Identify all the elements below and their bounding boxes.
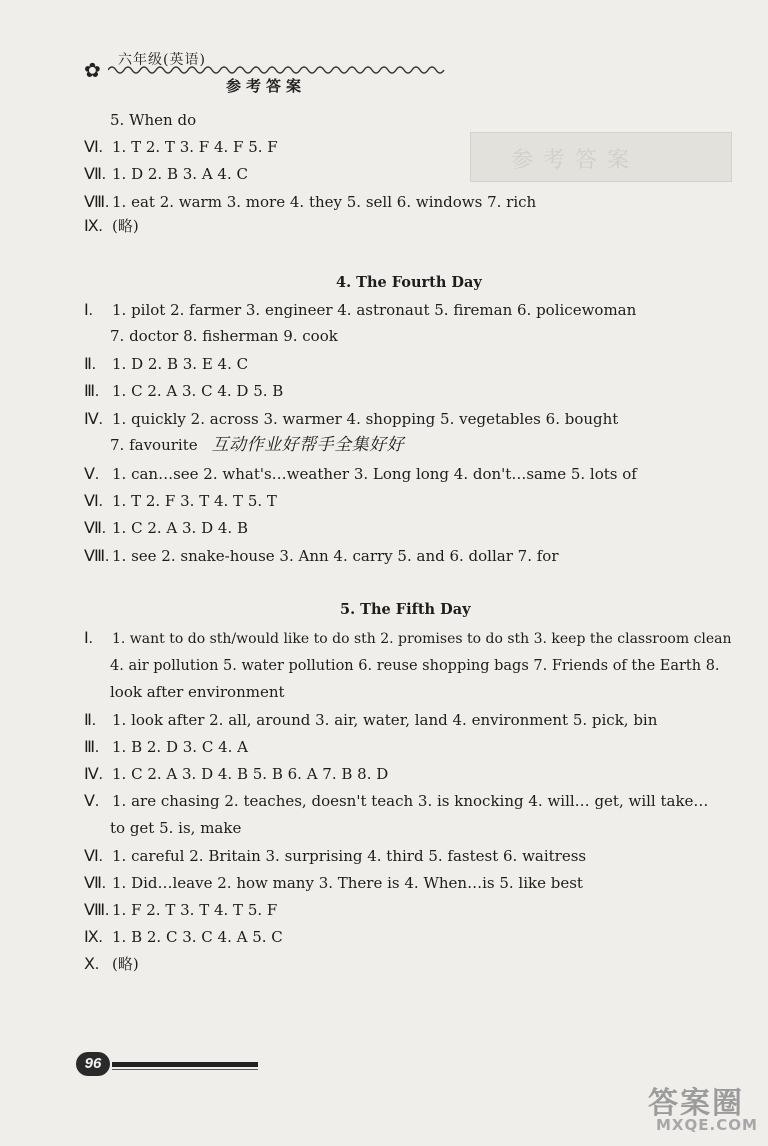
answer-text: 5. When do: [110, 111, 197, 129]
answer-text: (略): [112, 217, 139, 235]
answer-line: [110, 818, 241, 838]
section-title-5: 5. The Fifth Day: [340, 601, 471, 618]
answer-line: [84, 900, 277, 921]
roman-numeral: Ⅵ.: [84, 848, 103, 865]
page-title: 参考答案: [226, 77, 307, 95]
answer-line: [110, 682, 285, 702]
roman-numeral: Ⅱ.: [84, 356, 96, 373]
answer-line: [84, 216, 139, 237]
roman-numeral: Ⅳ.: [84, 766, 103, 783]
answer-text: 1. pilot 2. farmer 3. engineer 4. astronaut 5. fireman 6. policewoman: [112, 301, 637, 319]
answer-text: 1. T 2. T 3. F 4. F 5. F: [112, 138, 278, 156]
answer-text: 7. doctor 8. fisherman 9. cook: [110, 327, 338, 345]
answer-text: 1. F 2. T 3. T 4. T 5. F: [112, 901, 278, 919]
answer-line: [84, 791, 708, 812]
watermark-text: 答案圈: [648, 1086, 744, 1121]
answer-text: 1. see 2. snake-house 3. Ann 4. carry 5. and 6. dollar 7. for: [112, 547, 559, 565]
answer-text: 4. air pollution 5. water pollution 6. reuse shopping bags 7. Friends of the Earth 8.: [110, 658, 720, 674]
roman-numeral: Ⅷ.: [84, 902, 110, 919]
answer-text: look after environment: [110, 683, 285, 701]
footer-rule-thin: [112, 1069, 258, 1070]
answer-line: [84, 491, 277, 512]
answer-text: 1. T 2. F 3. T 4. T 5. T: [112, 492, 277, 510]
answer-text: 1. C 2. A 3. D 4. B: [112, 519, 248, 537]
roman-numeral: Ⅸ.: [84, 218, 103, 235]
answer-text: (略): [112, 955, 139, 973]
footer-rule: [112, 1062, 258, 1067]
answer-text: to get 5. is, make: [110, 819, 242, 837]
answer-line: [110, 326, 338, 346]
answer-line: [84, 737, 248, 758]
answer-line: [84, 954, 139, 975]
answer-line: [84, 409, 618, 430]
roman-numeral: Ⅷ.: [84, 548, 110, 565]
answer-line: [84, 464, 637, 485]
roman-numeral: Ⅰ.: [84, 302, 93, 319]
roman-numeral: Ⅷ.: [84, 194, 110, 211]
watermark-url: MXQE.COM: [656, 1116, 758, 1134]
answer-line: [84, 192, 536, 213]
bleed-through-box: 参考答案: [470, 132, 732, 182]
answer-line: [84, 764, 388, 785]
roman-numeral: Ⅴ.: [84, 466, 99, 483]
watermark-logo: [648, 1078, 760, 1138]
roman-numeral: Ⅶ.: [84, 520, 106, 537]
answer-line: [84, 137, 278, 158]
roman-numeral: Ⅸ.: [84, 929, 103, 946]
answer-line: [84, 546, 559, 567]
answer-line: [84, 300, 636, 321]
answer-text: 1. eat 2. warm 3. more 4. they 5. sell 6. windows 7. rich: [112, 193, 537, 211]
answer-line: [84, 354, 248, 375]
page-number: 96: [76, 1052, 110, 1076]
answer-text: 1. Did…leave 2. how many 3. There is 4. When…is 5. like best: [112, 874, 583, 892]
answer-text: 1. look after 2. all, around 3. air, water, land 4. environment 5. pick, bin: [112, 711, 658, 729]
handwritten-note: 互动作业好帮手全集好好: [211, 435, 405, 455]
answer-line: [84, 518, 248, 539]
answer-text: 1. quickly 2. across 3. warmer 4. shopping 5. vegetables 6. bought: [112, 410, 619, 428]
flower-ornament-icon: ✿: [84, 58, 101, 82]
roman-numeral: Ⅶ.: [84, 166, 106, 183]
answer-line: [110, 110, 196, 130]
roman-numeral: Ⅴ.: [84, 793, 99, 810]
roman-numeral: Ⅱ.: [84, 712, 96, 729]
answer-line: [84, 710, 657, 731]
answer-line: [84, 846, 586, 867]
roman-numeral: Ⅲ.: [84, 383, 100, 400]
answer-text: 1. careful 2. Britain 3. surprising 4. third 5. fastest 6. waitress: [112, 847, 587, 865]
answer-text: 1. D 2. B 3. E 4. C: [112, 355, 249, 373]
answer-line: [84, 628, 732, 649]
roman-numeral: Ⅲ.: [84, 739, 100, 756]
roman-numeral: Ⅵ.: [84, 493, 103, 510]
roman-numeral: Ⅰ.: [84, 630, 93, 647]
answer-text: 1. C 2. A 3. D 4. B 5. B 6. A 7. B 8. D: [112, 765, 389, 783]
answer-text: 1. are chasing 2. teaches, doesn't teach 3. is knocking 4. will… get, will take…: [112, 792, 709, 810]
roman-numeral: Ⅶ.: [84, 875, 106, 892]
answer-text: 1. B 2. D 3. C 4. A: [112, 738, 248, 756]
answer-text: 1. C 2. A 3. C 4. D 5. B: [112, 382, 284, 400]
answer-line: [110, 435, 404, 455]
answer-text: 1. want to do sth/would like to do sth 2. promises to do sth 3. keep the classroom clean: [112, 631, 732, 647]
section-title-4: 4. The Fourth Day: [336, 274, 482, 291]
header-grade: 六年级(英语): [118, 52, 206, 68]
answer-line: [84, 873, 583, 894]
answer-line: [84, 164, 248, 185]
roman-numeral: Ⅵ.: [84, 139, 103, 156]
answer-line: [84, 927, 283, 948]
roman-numeral: Ⅹ.: [84, 956, 99, 973]
answer-text: 1. can…see 2. what's…weather 3. Long long 4. don't…same 5. lots of: [112, 465, 637, 483]
answer-text: 1. D 2. B 3. A 4. C: [112, 165, 248, 183]
answer-text: 7. favourite: [110, 436, 198, 454]
answer-line: [110, 655, 720, 676]
answer-text: 1. B 2. C 3. C 4. A 5. C: [112, 928, 283, 946]
roman-numeral: Ⅳ.: [84, 411, 103, 428]
answer-line: [84, 381, 283, 402]
